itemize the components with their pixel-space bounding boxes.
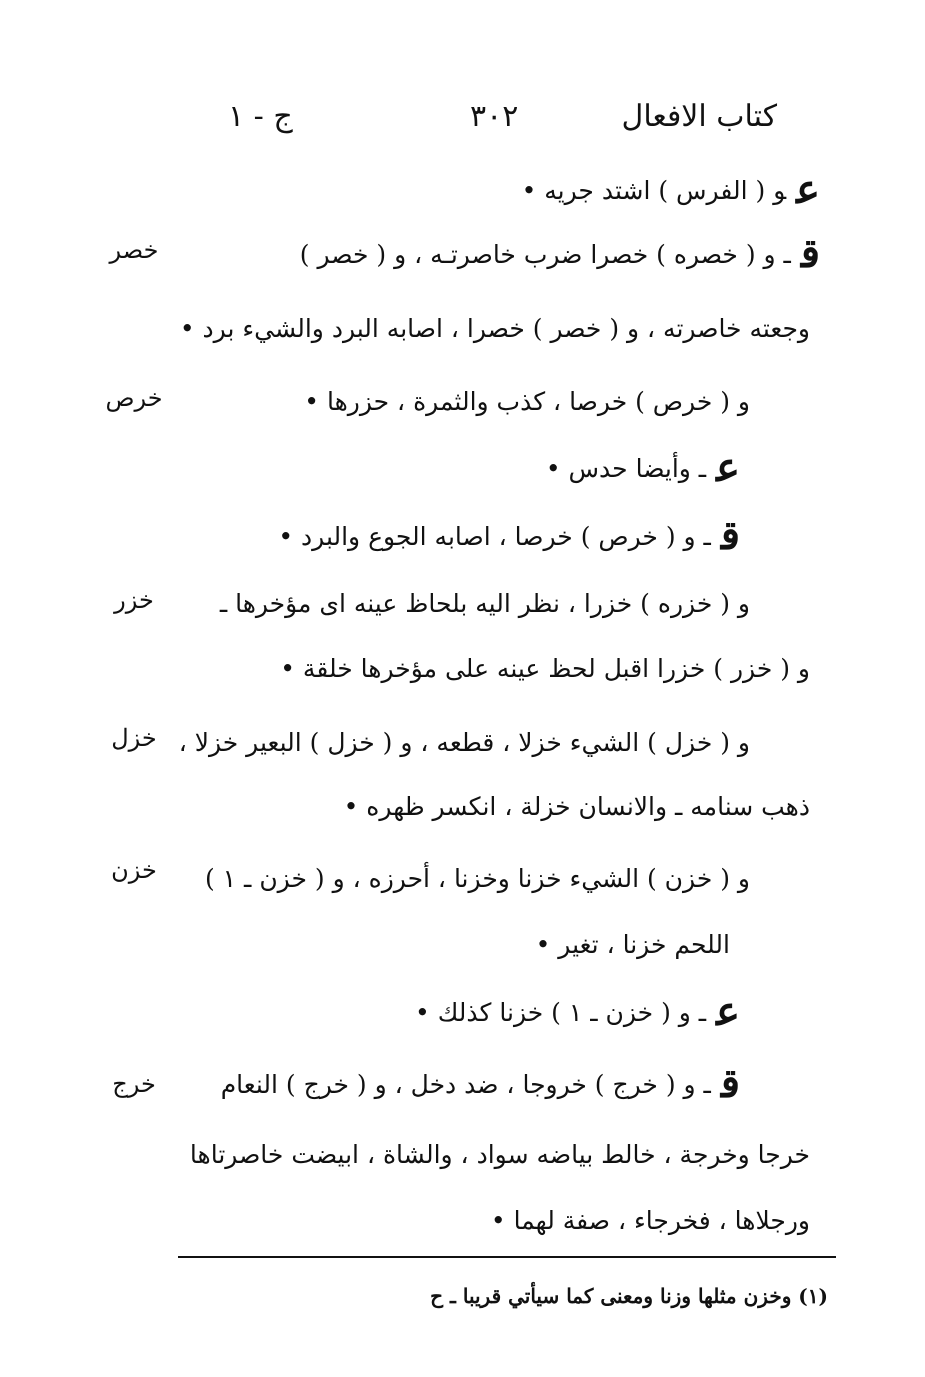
text-line: [280, 648, 820, 689]
text-line: [205, 858, 760, 899]
line-text: ـ و ( خرج ) خروجا ، ضد دخل ، و ( خرج ) النعام: [220, 1070, 711, 1099]
entry-marker: ق: [800, 230, 820, 277]
line-text: ـ و ( خرص ) خرصا ، اصابه الجوع والبرد •: [278, 522, 711, 551]
text-line: [304, 381, 760, 422]
margin-root-word: خزل: [111, 724, 157, 752]
line-text: ورجلاها ، فخرجاء ، صفة لهما •: [490, 1206, 810, 1235]
text-line: [278, 512, 740, 559]
margin-root-word: خصر: [109, 236, 159, 264]
text-line: [545, 444, 740, 491]
entry-marker: ع: [716, 988, 740, 1035]
text-line: [491, 1200, 820, 1241]
line-text: و ( خزر ) خزرا اقبل لحظ عينه على مؤخرها خلقة •: [280, 654, 810, 683]
text-line: [299, 230, 820, 277]
line-text: ـ وأيضا حدس •: [545, 454, 707, 483]
line-text: و ( خزل ) الشيء خزلا ، قطعه ، و ( خزل ) البعير خزلا ،: [178, 728, 750, 757]
text-line: [190, 1134, 820, 1175]
margin-root-word: خرص: [105, 384, 163, 412]
footnote: (١) وخزن مثلها وزنا ومعنى كما سيأتي قريبا ـ ح: [430, 1284, 828, 1308]
line-text: ـ و ( خصره ) خصرا ضرب خاصرتـه ، و ( خصر ): [299, 240, 791, 269]
footnote-divider: [178, 1256, 836, 1258]
page-number: ٣٠٢: [470, 99, 519, 134]
text-line: [220, 1060, 740, 1107]
line-text: و ( خزن ) الشيء خزنا وخزنا ، أحرزه ، و ( خزن ـ ١ ): [204, 864, 750, 893]
line-text: و ( خرص ) خرصا ، كذب والثمرة ، حزرها •: [304, 387, 750, 416]
entry-marker: ق: [720, 1060, 740, 1107]
text-line: [536, 924, 740, 965]
margin-root-word: خزن: [111, 856, 157, 884]
text-line: [521, 166, 820, 213]
entry-marker: ق: [720, 512, 740, 559]
text-line: [344, 786, 820, 827]
text-line: [220, 583, 760, 624]
text-line: [415, 988, 740, 1035]
line-text: و ( الفرس ) اشتد جريه •: [521, 176, 787, 205]
line-text: خرجا وخرجة ، خالط بياضه سواد ، والشاة ، ابيضت خاصرتاها: [189, 1140, 810, 1169]
line-text: و ( خزره ) خزرا ، نظر اليه بلحاظ عينه اى مؤخرها ـ: [219, 589, 750, 618]
book-title: كتاب الافعال: [621, 99, 777, 134]
line-text: ذهب سنامه ـ والانسان خزلة ، انكسر ظهره •: [343, 792, 810, 821]
line-text: اللحم خزنا ، تغير •: [535, 930, 730, 959]
volume-label: ج - ١: [228, 99, 293, 134]
text-line: [179, 722, 760, 763]
line-text: ـ و ( خزن ـ ١ ) خزنا كذلك •: [415, 998, 707, 1027]
margin-root-word: خرج: [112, 1070, 156, 1098]
entry-marker: ع: [796, 166, 820, 213]
margin-root-word: خزر: [114, 586, 154, 614]
entry-marker: ع: [716, 444, 740, 491]
text-line: [180, 308, 820, 349]
line-text: وجعته خاصرته ، و ( خصر ) خصرا ، اصابه البرد والشيء برد •: [179, 314, 810, 343]
